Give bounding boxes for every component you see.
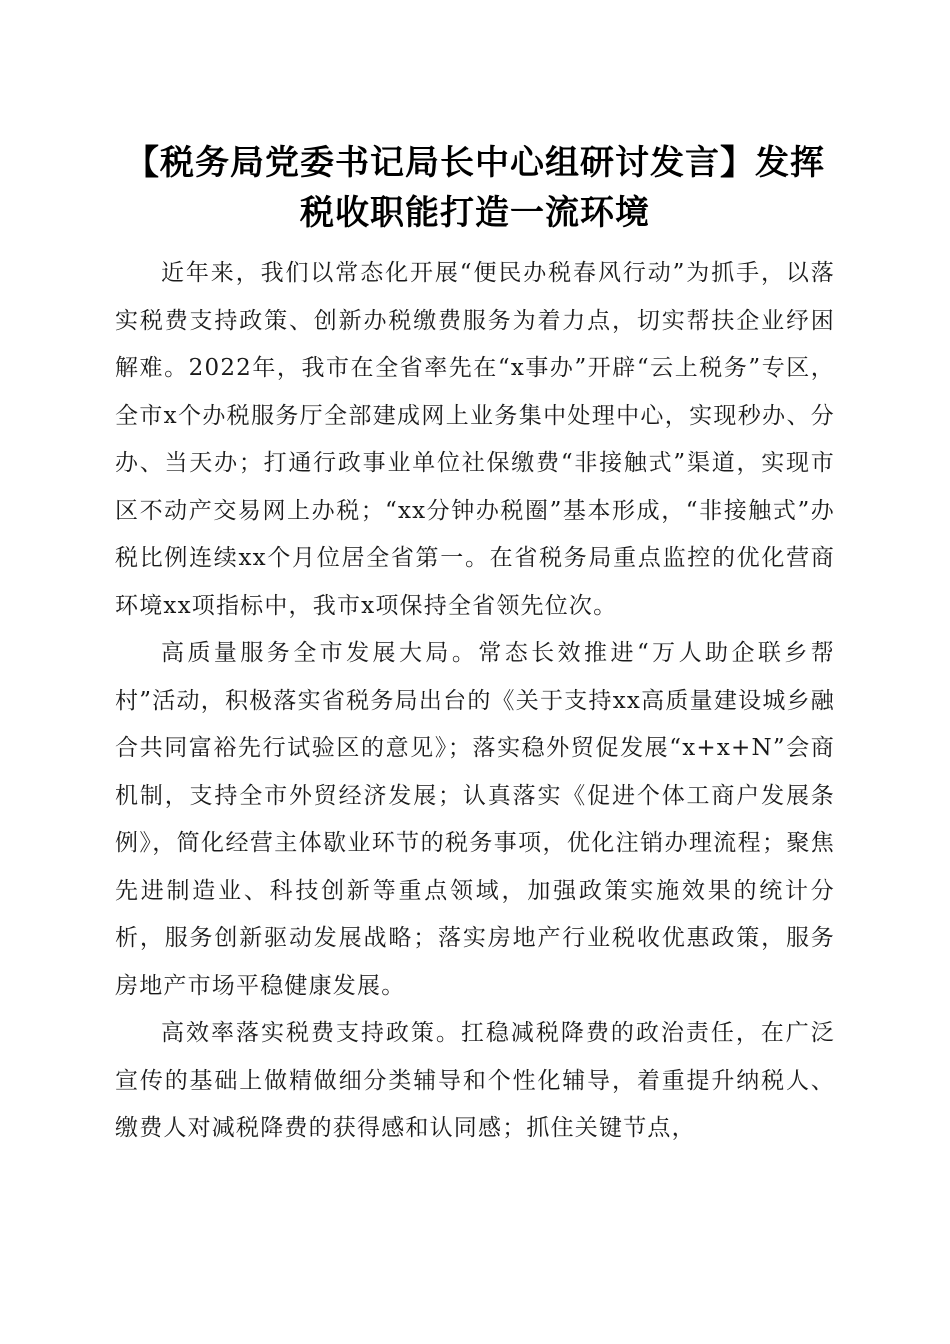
title-line-1: 【税务局党委书记局长中心组研讨发言】发挥 bbox=[125, 143, 825, 183]
document-body bbox=[115, 250, 835, 1153]
paragraph-tax-policy: 高效率落实税费支持政策。扛稳减税降费的政治责任，在广泛宣传的基础上做精做细分类辅导和个性化辅导，着重提升纳税人、缴费人对减税降费的获得感和认同感；抓住关键节点， bbox=[115, 1020, 835, 1141]
title-line-2: 税收职能打造一流环境 bbox=[300, 193, 650, 233]
paragraph-service-development: 高质量服务全市发展大局。常态长效推进“万人助企联乡帮村”活动，积极落实省税务局出台的《关于支持xx高质量建设城乡融合共同富裕先行试验区的意见》；落实稳外贸促发展“x+x+N”会商机制，支持全市外贸经济发展；认真落实《促进个体工商户发展条例》，简化经营主体歇业环节的税务事项，优化注销办理流程；聚焦先进制造业、科技创新等重点领域，加强政策实施效果的统计分析，服务创新驱动发展战略；落实房地产行业税收优惠政策，服务房地产市场平稳健康发展。 bbox=[115, 640, 835, 999]
paragraph-intro: 近年来，我们以常态化开展“便民办税春风行动”为抓手，以落实税费支持政策、创新办税缴费服务为着力点，切实帮扶企业纾困解难。2022年，我市在全省率先在“x事办”开辟“云上税务”专区，全市x个办税服务厅全部建成网上业务集中处理中心，实现秒办、分办、当天办；打通行政事业单位社保缴费“非接触式”渠道，实现市区不动产交易网上办税；“xx分钟办税圈”基本形成，“非接触式”办税比例连续xx个月位居全省第一。在省税务局重点监控的优化营商环境xx项指标中，我市x项保持全省领先位次。 bbox=[115, 260, 835, 619]
document-title bbox=[110, 138, 840, 238]
